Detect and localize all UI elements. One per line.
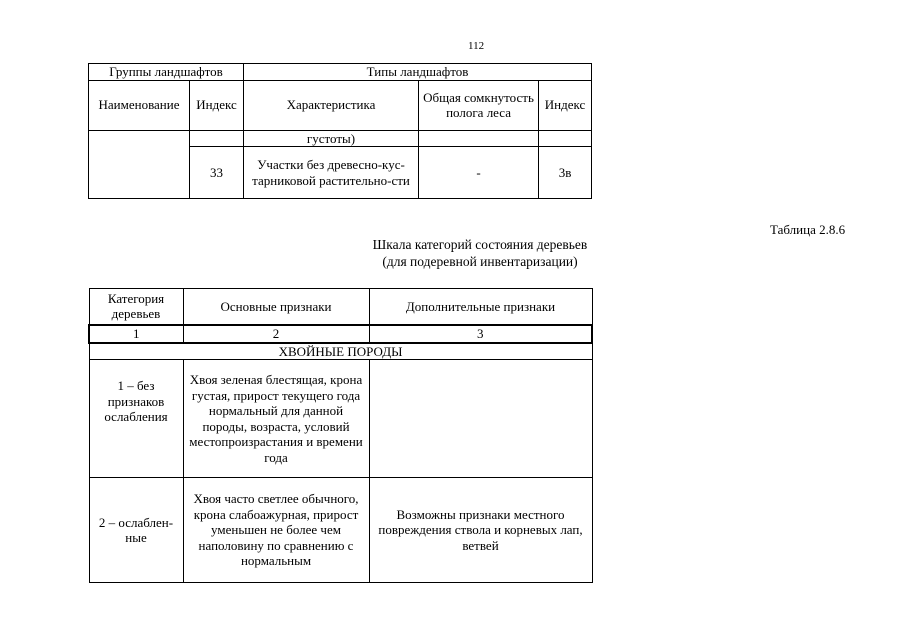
- col-number: 1: [89, 325, 183, 343]
- cell-char: густоты): [244, 130, 419, 147]
- table-row: [89, 478, 592, 583]
- page-number: 112: [468, 40, 485, 52]
- table-row: [89, 130, 592, 147]
- group-header: Группы ландшафтов: [89, 64, 244, 81]
- col-index-header: Индекс: [190, 80, 244, 130]
- col-name-header: Наименование: [89, 80, 190, 130]
- cell-extra: [369, 360, 592, 478]
- col-char-header: Характеристика: [244, 80, 419, 130]
- cell-index2: [539, 130, 592, 147]
- cell-density: -: [419, 147, 539, 199]
- cell-main: Хвоя зеленая блестящая, крона густая, прирост текущего года нормальный для данной породы, возраста, условий местопроизрастания и времени года: [183, 360, 369, 478]
- col-extra-header: Дополнительные признаки: [369, 289, 592, 325]
- col-index2-header: Индекс: [539, 80, 592, 130]
- table-row: [89, 360, 592, 478]
- col-main-header: Основные признаки: [183, 289, 369, 325]
- section-title: ХВОЙНЫЕ ПОРОДЫ: [89, 343, 592, 360]
- landscape-types-table: [88, 63, 592, 199]
- cell-category: 2 – ослаблен-ные: [89, 478, 183, 583]
- table-caption: [330, 236, 630, 270]
- table-label: Таблица 2.8.6: [770, 222, 846, 237]
- cell-index: 33: [190, 147, 244, 199]
- tree-condition-table: [88, 288, 593, 583]
- section-row: [89, 343, 592, 360]
- cell-extra: Возможны признаки местного повреждения ствола и корневых лап, ветвей: [369, 478, 592, 583]
- types-header: Типы ландшафтов: [244, 64, 592, 81]
- caption-line-1: Шкала категорий состояния деревьев: [372, 237, 588, 252]
- column-number-row: [89, 325, 592, 343]
- cell-density: [419, 130, 539, 147]
- cell-char: Участки без древесно-кус-тарниковой растительно-сти: [244, 147, 419, 199]
- col-category-header: Категория деревьев: [89, 289, 183, 325]
- col-number: 3: [369, 325, 592, 343]
- col-density-header: Общая сомкнутость полога леса: [419, 80, 539, 130]
- caption-line-2: (для подеревной инвентаризации): [382, 254, 578, 269]
- cell-category: 1 – без признаков ослабления: [89, 360, 183, 478]
- cell-name: [89, 130, 190, 199]
- cell-index: [190, 130, 244, 147]
- cell-main: Хвоя часто светлее обычного, крона слабоажурная, прирост уменьшен не более чем наполовину по сравнению с нормальным: [183, 478, 369, 583]
- cell-index2: 3в: [539, 147, 592, 199]
- col-number: 2: [183, 325, 369, 343]
